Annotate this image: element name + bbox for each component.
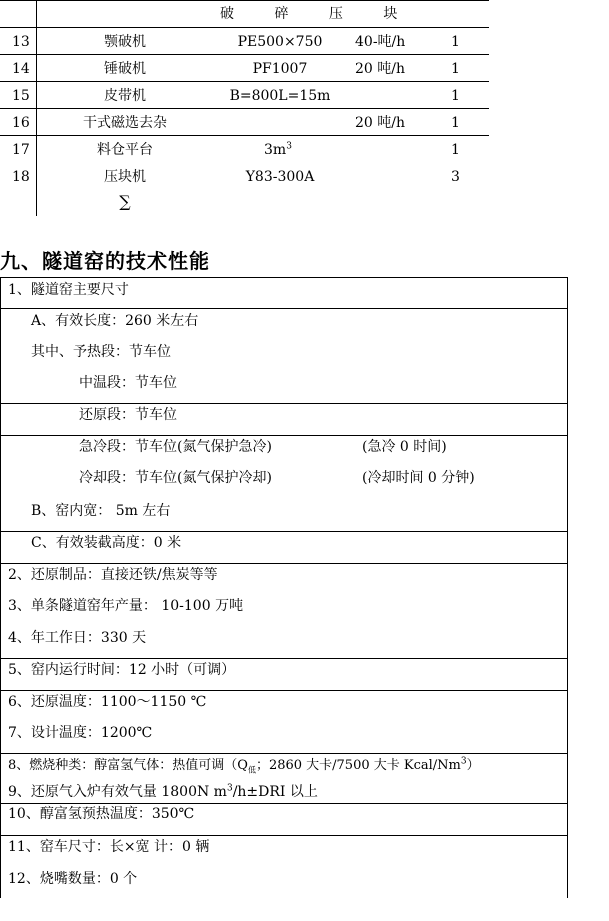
spec-midtemp-section: 中温段：节车位 (79, 375, 177, 391)
equipment-name: 颚破机 (104, 34, 146, 50)
table-border (36, 0, 37, 216)
table-border (0, 81, 489, 82)
spec-item-4: 4、年工作日：330 天 (8, 630, 147, 646)
spec-loading-height: C、有效装截高度：0 米 (31, 535, 182, 551)
equipment-qty: 3 (451, 169, 460, 185)
equipment-name: 料仓平台 (97, 142, 153, 158)
row-number: 14 (12, 61, 30, 77)
table-border (0, 0, 489, 1)
equipment-model (264, 141, 292, 159)
item9-suffix: /h±DRI 以上 (232, 784, 318, 800)
equipment-model: PF1007 (252, 61, 308, 77)
table-border (0, 563, 568, 564)
table-border (0, 135, 489, 136)
table-border (0, 308, 568, 309)
table-border (0, 27, 489, 28)
section-heading: 九、隧道窑的技术性能 (0, 249, 210, 273)
spec-quench-section: 急冷段：节车位(氮气保护急冷) (79, 439, 272, 455)
spec-kiln-width: B、窑内宽： 5m 左右 (31, 503, 171, 519)
equipment-qty: 1 (451, 61, 460, 77)
equipment-capacity: 40-吨/h (355, 34, 406, 50)
spec-cooling-section: 冷却段：节车位(氮气保护冷却) (79, 470, 272, 486)
equipment-model: B=800L=15m (229, 88, 331, 104)
item9-prefix: 9、还原气入炉有效气量 1800N m (8, 784, 227, 800)
model-text: 3m (264, 142, 287, 158)
spec-preheat-section: 其中、予热段：节车位 (31, 344, 171, 360)
equipment-qty: 1 (451, 34, 460, 50)
item8-subscript: 低 (247, 765, 256, 775)
row-number: 13 (12, 34, 30, 50)
spec-item-6: 6、还原温度：1100～1150 ℃ (8, 694, 207, 710)
spec-item-12: 12、烧嘴数量：0 个 (8, 871, 138, 887)
row-number: 18 (12, 169, 30, 185)
spec-cooling-note: (冷却时间 0 分钟) (362, 470, 475, 486)
spec-item-1-title: 1、隧道窑主要尺寸 (8, 282, 129, 298)
sum-symbol: ∑ (119, 192, 131, 211)
spec-item-3: 3、单条隧道窑年产量： 10-100 万吨 (8, 598, 244, 614)
equipment-name: 皮带机 (104, 88, 146, 104)
table-border (0, 690, 568, 691)
equipment-model: Y83-300A (245, 169, 315, 185)
spec-item-7: 7、设计温度：1200℃ (8, 725, 153, 741)
equipment-name: 压块机 (104, 169, 146, 185)
spec-item-8 (8, 757, 480, 775)
spec-item-5: 5、窑内运行时间：12 小时（可调） (8, 662, 236, 678)
equipment-qty: 1 (451, 115, 460, 131)
spec-reduction-section: 还原段：节车位 (79, 407, 177, 423)
table-border (0, 435, 568, 436)
table-border (0, 658, 568, 659)
equipment-qty: 1 (451, 88, 460, 104)
row-number: 16 (12, 115, 30, 131)
equipment-name: 干式磁选去杂 (83, 115, 167, 131)
equipment-capacity: 20 吨/h (355, 115, 405, 131)
row-number: 17 (12, 142, 30, 158)
table-border (0, 277, 568, 278)
spec-item-9 (8, 783, 318, 801)
table-border (0, 277, 1, 898)
equipment-model: PE500×750 (237, 34, 323, 50)
item9-superscript: 3 (226, 783, 233, 794)
item8-close: ） (466, 758, 480, 773)
table-border (0, 835, 568, 836)
equipment-capacity: 20 吨/h (355, 61, 405, 77)
equipment-qty: 1 (451, 142, 460, 158)
equipment-name: 锤破机 (104, 61, 146, 77)
spec-quench-note: (急冷 0 时间) (362, 439, 447, 455)
table-border (567, 277, 568, 898)
row-number: 15 (12, 88, 30, 104)
table-border (0, 531, 568, 532)
spec-item-2: 2、还原制品：直接还铁/焦炭等等 (8, 567, 218, 583)
spec-effective-length: A、有效长度：260 米左右 (31, 313, 199, 329)
table-border (0, 803, 568, 804)
table-border (0, 54, 489, 55)
table-border (0, 753, 568, 754)
spec-item-11: 11、窑车尺寸：长×宽 计：0 辆 (8, 839, 210, 855)
item8-prefix: 8、燃烧种类：醇富氢气体：热值可调（Q (8, 758, 248, 773)
spec-item-10: 10、醇富氢预热温度：350℃ (8, 806, 195, 822)
section-header: 破 碎 压 块 (220, 6, 416, 22)
table-border (0, 403, 568, 404)
table-border (0, 108, 489, 109)
item8-suffix: ；2860 大卡/7500 大卡 Kcal/Nm (255, 758, 461, 773)
model-superscript: 3 (286, 141, 292, 152)
item8-superscript: 3 (460, 756, 467, 767)
